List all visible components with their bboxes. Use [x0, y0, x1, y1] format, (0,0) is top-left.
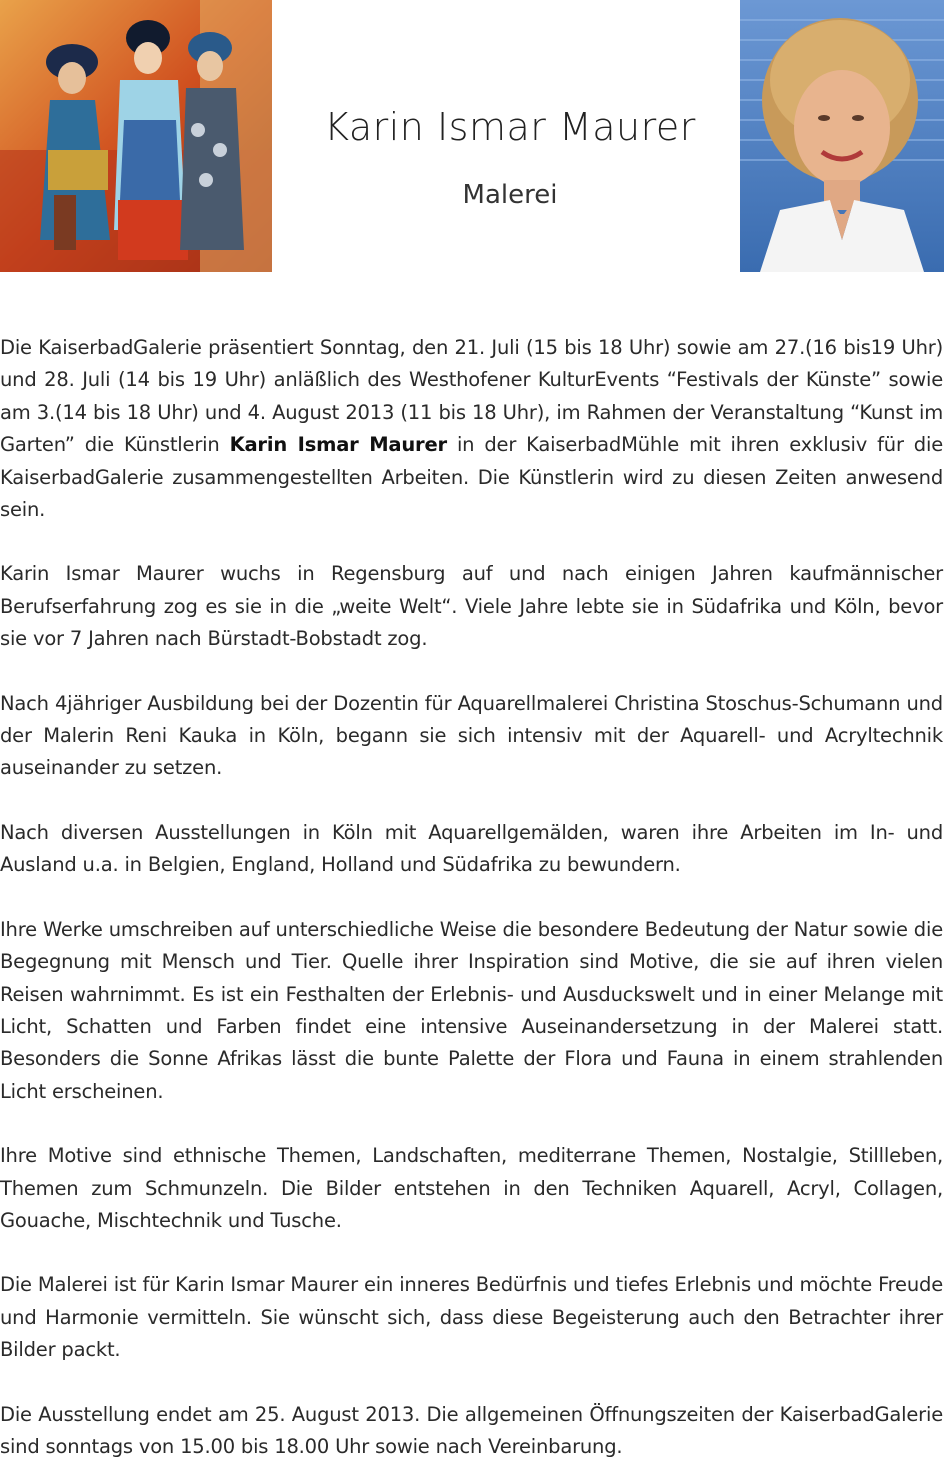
paragraph-intro-text: Die KaiserbadGalerie präsentiert Sonntag, den 21. Juli (15 bis 18 Uhr) sowie am 27.(16 bis19 Uhr) und 28. Juli (14 bis 19 Uhr) anläßlich des Westhofener KulturEvents “Festivals der Künste” sowie am 3.(14 bis 18 Uhr) und 4. August 2013 (11 bis 18 Uhr), im Rahmen der Veranstaltung “Kunst im Garten” die Künstlerin [0, 336, 943, 457]
artist-portrait-image [740, 0, 944, 272]
painting-image [0, 0, 272, 272]
artist-portrait-icon [740, 0, 944, 272]
paragraph-exhibitions: Nach diversen Ausstellungen in Köln mit Aquarellgemälden, waren ihre Arbeiten im In- und Ausland u.a. in Belgien, England, Holland und Südafrika zu bewundern. [0, 820, 943, 877]
paragraph-education: Nach 4jähriger Ausbildung bei der Dozentin für Aquarellmalerei Christina Stoschus-Schumann und der Malerin Reni Kauka in Köln, begann sie sich intensiv mit der Aquarell- und Acryltechnik auseinander zu setzen. [0, 691, 943, 780]
paragraph-intro [0, 332, 943, 526]
article-body [0, 332, 943, 1463]
paragraph-motivation: Die Malerei ist für Karin Ismar Maurer ein inneres Bedürfnis und tiefes Erlebnis und möchte Freude und Harmonie vermitteln. Sie wünscht sich, dass diese Begeisterung auch den Betrachter ihrer Bilder packt. [0, 1273, 943, 1362]
paragraph-closing: Die Ausstellung endet am 25. August 2013. Die allgemeinen Öffnungszeiten der KaiserbadGalerie sind sonntags von 15.00 bis 18.00 Uhr sowie nach Vereinbarung. [0, 1402, 943, 1458]
artist-name-highlight: Karin Ismar Maurer [229, 433, 447, 457]
painting-three-women-icon [0, 0, 272, 272]
page-subtitle: Malerei [462, 180, 558, 210]
paragraph-intro-text-end: in der KaiserbadMühle mit ihren exklusiv für die KaiserbadGalerie zusammengestellten Arbeiten. Die Künstlerin wird zu diesen Zeiten anwesend sein. [0, 433, 943, 522]
paragraph-motifs: Ihre Motive sind ethnische Themen, Landschaften, mediterrane Themen, Nostalgie, Stillleben, Themen zum Schmunzeln. Die Bilder entstehen in den Techniken Aquarell, Acryl, Collagen, Gouache, Mischtechnik und Tusche. [0, 1144, 943, 1232]
paragraph-biography: Karin Ismar Maurer wuchs in Regensburg auf und nach einigen Jahren kaufmännischer Berufserfahrung zog es sie in die „weite Welt“. Viele Jahre lebte sie in Südafrika und Köln, bevor sie vor 7 Jahren nach Bürstadt-Bobstadt zog. [0, 562, 943, 651]
page-title: Karin Ismar Maurer [324, 105, 696, 150]
paragraph-works: Ihre Werke umschreiben auf unterschiedliche Weise die besondere Bedeutung der Natur sowie die Begegnung mit Mensch und Tier. Quelle ihrer Inspiration sind Motive, die sie auf ihren vielen Reisen wahrnimmt. Es ist ein Festhalten der Erlebnis- und Ausduckswelt und in einer Melange mit Licht, Schatten und Farben findet eine intensive Auseinandersetzung in der Malerei statt. Besonders die Sonne Afrikas lässt die bunte Palette der Flora und Fauna in einem strahlenden Licht erscheinen. [0, 917, 943, 1103]
